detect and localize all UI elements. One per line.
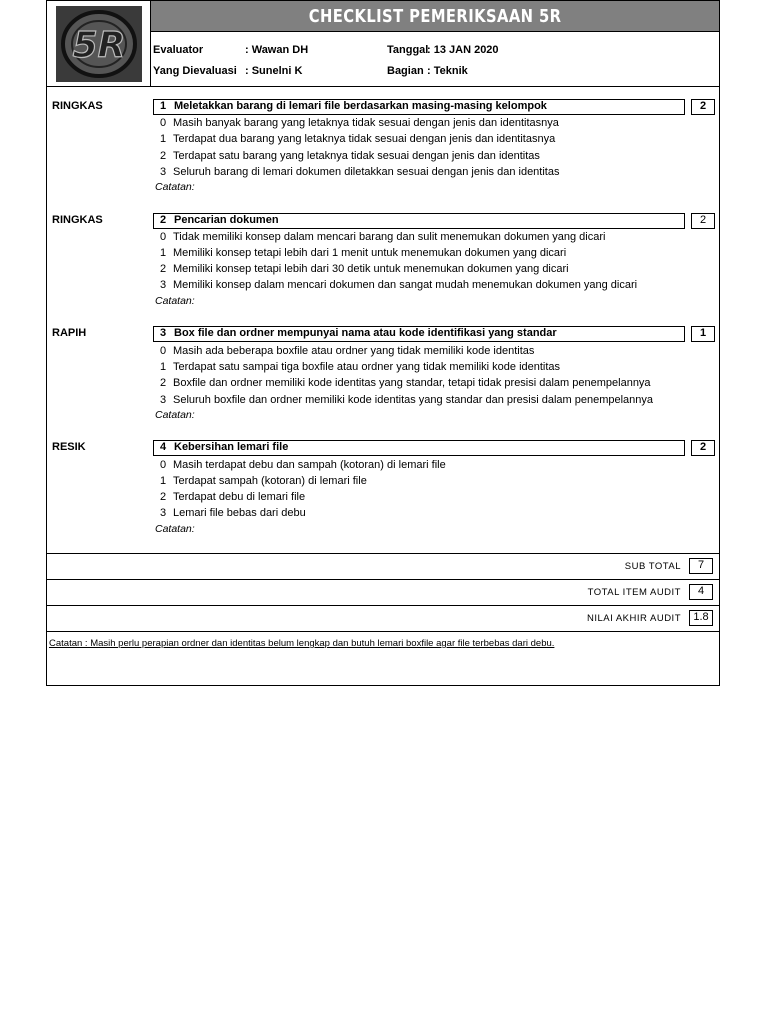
option-row — [153, 507, 693, 520]
item-score: 2 — [691, 440, 715, 456]
option-text: Seluruh barang di lemari dokumen diletakkan sesuai dengan jenis dan identitas — [173, 166, 560, 178]
section-category: RINGKAS — [52, 214, 103, 226]
option-text: Terdapat dua barang yang letaknya tidak sesuai dengan jenis dan identitasnya — [173, 133, 556, 145]
header-info — [151, 32, 719, 87]
bagian-label: Bagian — [387, 65, 424, 77]
logo-area — [47, 1, 151, 87]
tanggal-label: Tanggal — [387, 44, 429, 56]
option-number: 2 — [159, 263, 167, 275]
dievaluasi-value: : Sunelni K — [245, 65, 303, 77]
nilai-akhir-row — [47, 605, 719, 631]
item-number: 1 — [160, 100, 167, 112]
option-text: Terdapat debu di lemari file — [173, 491, 306, 503]
option-row — [153, 117, 693, 130]
total-item-label: TOTAL ITEM AUDIT — [587, 587, 681, 598]
option-text: Memiliki konsep dalam mencari dokumen dan sangat mudah menemukan dokumen yang dicari — [173, 279, 638, 291]
option-row — [153, 133, 693, 146]
option-text: Memiliki konsep tetapi lebih dari 30 detik untuk menemukan dokumen yang dicari — [173, 263, 569, 275]
catatan-label: Catatan: — [155, 181, 195, 193]
option-number: 0 — [159, 231, 167, 243]
item-title: Pencarian dokumen — [174, 214, 279, 226]
checklist-sheet — [46, 0, 720, 686]
item-title-box — [153, 440, 685, 456]
option-text: Terdapat satu barang yang letaknya tidak sesuai dengan jenis dan identitas — [173, 150, 540, 162]
total-item-row — [47, 579, 719, 605]
option-number: 0 — [159, 345, 167, 357]
nilai-akhir-label: NILAI AKHIR AUDIT — [586, 613, 681, 624]
option-row — [153, 279, 693, 292]
item-title: Meletakkan barang di lemari file berdasarkan masing-masing kelompok — [174, 100, 547, 112]
total-item-value: 4 — [689, 584, 713, 600]
item-number: 3 — [160, 327, 167, 339]
option-number: 0 — [159, 117, 167, 129]
item-score: 2 — [691, 213, 715, 229]
option-text: Memiliki konsep tetapi lebih dari 1 menit untuk menemukan dokumen yang dicari — [173, 247, 567, 259]
logo-text: 5R — [72, 24, 125, 66]
option-row — [153, 459, 693, 472]
evaluator-row — [153, 44, 308, 56]
option-text: Masih ada beberapa boxfile atau ordner yang tidak memiliki kode identitas — [173, 345, 535, 357]
title-text: CHECKLIST PEMERIKSAAN 5R — [308, 5, 562, 27]
catatan-label: Catatan: — [155, 523, 195, 535]
option-number: 2 — [159, 377, 167, 389]
option-row — [153, 345, 693, 358]
option-row — [153, 361, 693, 374]
option-row — [153, 263, 693, 276]
item-number: 4 — [160, 441, 167, 453]
option-text: Seluruh boxfile dan ordner memiliki kode identitas yang standar dan presisi dalam penempelannya — [173, 394, 654, 406]
option-text: Masih banyak barang yang letaknya tidak sesuai dengan jenis dan identitasnya — [173, 117, 559, 129]
option-number: 1 — [159, 247, 167, 259]
5r-logo-icon — [58, 8, 140, 80]
option-row — [153, 231, 693, 244]
nilai-akhir-value: 1.8 — [689, 610, 713, 626]
item-number: 2 — [160, 214, 167, 226]
section-category: RINGKAS — [52, 100, 103, 112]
item-title-box — [153, 99, 685, 115]
option-row — [153, 394, 693, 407]
option-number: 1 — [159, 361, 167, 373]
option-number: 3 — [159, 166, 167, 178]
catatan-label: Catatan: — [155, 409, 195, 421]
option-row — [153, 166, 693, 179]
item-title-box — [153, 213, 685, 229]
option-row — [153, 247, 693, 260]
subtotal-row — [47, 553, 719, 579]
option-number: 3 — [159, 279, 167, 291]
option-row — [153, 150, 693, 163]
page-title — [151, 1, 719, 32]
footer-note: Catatan : Masih perlu perapian ordner dan identitas belum lengkap dan butuh lemari boxfile agar file terbebas dari debu. — [49, 638, 555, 649]
item-score: 1 — [691, 326, 715, 342]
bagian-row — [387, 65, 468, 77]
tanggal-row — [387, 44, 499, 56]
dievaluasi-label: Yang Dievaluasi — [153, 65, 237, 77]
option-text: Lemari file bebas dari debu — [173, 507, 306, 519]
tanggal-value: : 13 JAN 2020 — [427, 44, 499, 56]
option-number: 1 — [159, 475, 167, 487]
evaluator-label: Evaluator — [153, 44, 204, 56]
option-number: 1 — [159, 133, 167, 145]
subtotal-value: 7 — [689, 558, 713, 574]
catatan-label: Catatan: — [155, 295, 195, 307]
option-row — [153, 377, 693, 390]
option-number: 2 — [159, 150, 167, 162]
option-text: Masih terdapat debu dan sampah (kotoran) di lemari file — [173, 459, 446, 471]
option-text: Terdapat sampah (kotoran) di lemari file — [173, 475, 367, 487]
option-text: Terdapat satu sampai tiga boxfile atau ordner yang tidak memiliki kode identitas — [173, 361, 561, 373]
evaluator-value: : Wawan DH — [245, 44, 309, 56]
option-number: 0 — [159, 459, 167, 471]
item-score: 2 — [691, 99, 715, 115]
option-text: Boxfile dan ordner memiliki kode identitas yang standar, tetapi tidak presisi dalam penempelannya — [173, 377, 651, 389]
option-number: 2 — [159, 491, 167, 503]
option-number: 3 — [159, 507, 167, 519]
option-row — [153, 491, 693, 504]
option-row — [153, 475, 693, 488]
note-row — [47, 631, 719, 685]
dievaluasi-row — [153, 65, 302, 77]
option-text: Tidak memiliki konsep dalam mencari barang dan sulit menemukan dokumen yang dicari — [173, 231, 606, 243]
section-category: RAPIH — [52, 327, 87, 339]
option-number: 3 — [159, 394, 167, 406]
subtotal-label: SUB TOTAL — [624, 561, 681, 572]
logo-5r — [56, 6, 142, 82]
item-title-box — [153, 326, 685, 342]
item-title: Box file dan ordner mempunyai nama atau kode identifikasi yang standar — [174, 327, 557, 339]
section-category: RESIK — [52, 441, 86, 453]
bagian-value: : Teknik — [427, 65, 468, 77]
item-title: Kebersihan lemari file — [174, 441, 289, 453]
